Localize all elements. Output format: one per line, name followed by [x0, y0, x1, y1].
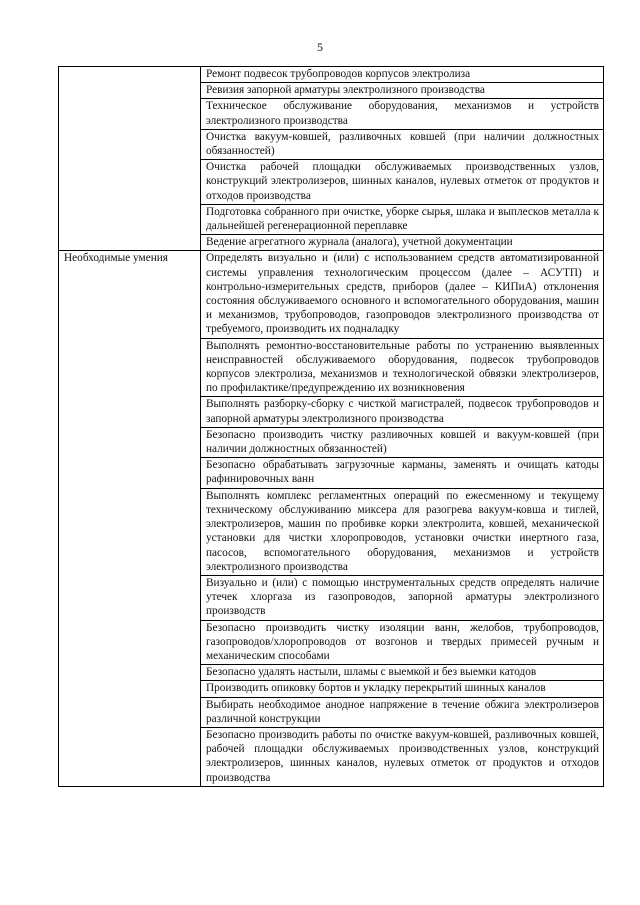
- list-item: Безопасно обрабатывать загрузочные карманы, заменять и очищать катоды рафинировочных ванн: [201, 458, 604, 488]
- list-item: Безопасно производить работы по очистке вакуум-ковшей, разливочных ковшей, рабочей площадки обслуживаемых производственных узлов, конструкций электролизеров, шинных каналов, нулевых отметок от продуктов и отходов производства: [201, 727, 604, 786]
- row-label-empty: [59, 67, 201, 251]
- list-item: Визуально и (или) с помощью инструментальных средств определять наличие утечек хлоргаза из газопроводов, запорной арматуры электролизного производств: [201, 575, 604, 620]
- list-item: Ведение агрегатного журнала (аналога), учетной документации: [201, 235, 604, 251]
- list-item: Ревизия запорной арматуры электролизного производства: [201, 83, 604, 99]
- page-number: 5: [317, 40, 323, 54]
- list-item: Безопасно производить чистку изоляции ванн, желобов, трубопроводов, газопроводов/хлоропроводов от возгонов и твердых примесей ручным и механическим способами: [201, 620, 604, 665]
- list-item: Техническое обслуживание оборудования, механизмов и устройств электролизного производства: [201, 99, 604, 129]
- list-item: Производить опиковку бортов и укладку перекрытий шинных каналов: [201, 681, 604, 697]
- list-item: Выбирать необходимое анодное напряжение в течение обжига электролизеров различной конструкции: [201, 697, 604, 727]
- list-item: Определять визуально и (или) с использованием средств автоматизированной системы управления технологическим процессом (далее – АСУТП) и контрольно-измерительных средств, приборов (далее – КИПиА) отклонения состояния обслуживаемого основного и вспомогательного оборудования, машин и механизмов, трубопроводов, газопроводов электролизного производства от требуемого, производить их подналадку: [201, 251, 604, 338]
- list-item: Выполнять комплекс регламентных операций по ежесменному и текущему техническому обслуживанию миксера для разогрева вакуум-ковша и тиглей, электролизеров, машин по пробивке корки электролита, ковшей, механической установки для чистки хлоропроводов, установки очистки инертного газа, пасосов, вспомогательного оборудования, механизмов и устройств электролизного производства: [201, 488, 604, 575]
- list-item: Подготовка собранного при очистке, уборке сырья, шлака и выплесков металла к дальнейшей регенерационной переплавке: [201, 204, 604, 234]
- list-item: Очистка вакуум-ковшей, разливочных ковшей (при наличии должностных обязанностей): [201, 129, 604, 159]
- list-item: Безопасно производить чистку разливочных ковшей и вакуум-ковшей (при наличии должностных обязанностей): [201, 427, 604, 457]
- list-item: Очистка рабочей площадки обслуживаемых производственных узлов, конструкций электролизеров, шинных каналов, нулевых отметок от продуктов и отходов производства: [201, 160, 604, 205]
- list-item: Безопасно удалять настыли, шламы с выемкой и без выемки катодов: [201, 665, 604, 681]
- list-item: Выполнять разборку-сборку с чисткой магистралей, подвесок трубопроводов и запорной арматуры электролизного производства: [201, 397, 604, 427]
- competency-table: [58, 66, 604, 787]
- row-label-required-skills: Необходимые умения: [59, 251, 201, 786]
- table-row: [59, 67, 604, 83]
- list-item: Ремонт подвесок трубопроводов корпусов электролиза: [201, 67, 604, 83]
- table-row: [59, 251, 604, 338]
- list-item: Выполнять ремонтно-восстановительные работы по устранению выявленных неисправностей обслуживаемого оборудования, подвесок трубопроводов корпусов электролиза, механизмов и технологической обвязки электролизеров, по профилактике/предупреждению их возникновения: [201, 338, 604, 397]
